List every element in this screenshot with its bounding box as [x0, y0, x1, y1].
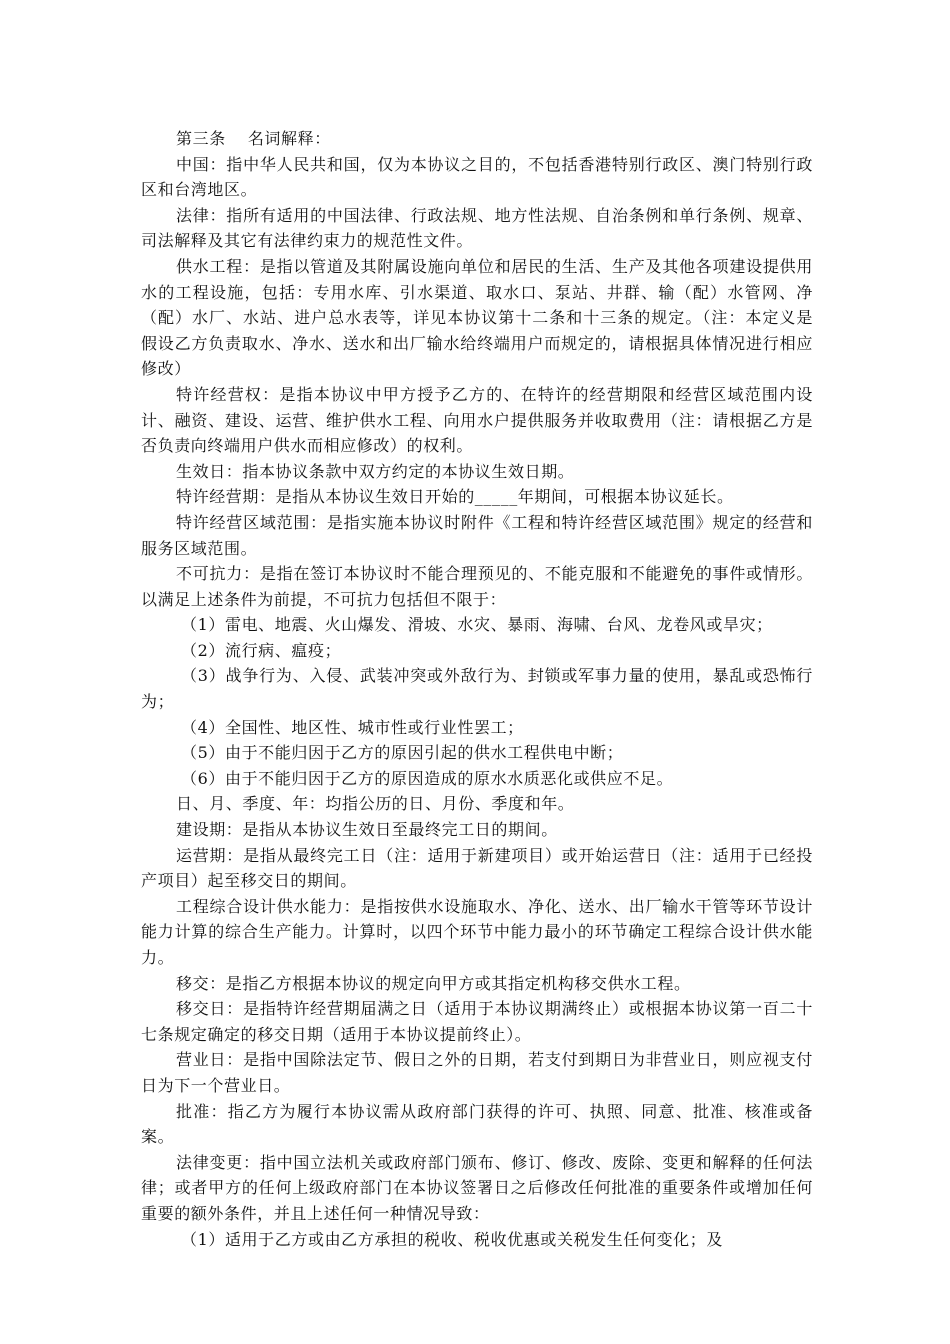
force-majeure-item: （5）由于不能归因于乙方的原因引起的供水工程供电中断； [181, 743, 624, 763]
definition-franchise-area: 特许经营区域范围：是指实施本协议时附件《工程和特许经营区域范围》规定的经营和服务区域范围。 [141, 512, 813, 558]
force-majeure-item: （3）战争行为、入侵、武装冲突或外敌行为、封锁或军事力量的使用，暴乱或恐怖行为； [141, 666, 813, 712]
definition-calendar-terms: 日、月、季度、年：均指公历的日、月份、季度和年。 [176, 794, 575, 814]
definition-transfer: 移交：是指乙方根据本协议的规定向甲方或其指定机构移交供水工程。 [176, 973, 691, 993]
definition-transfer-date: 移交日：是指特许经营期届满之日（适用于本协议期满终止）或根据本协议第一百二十七条规定确定的移交日期（适用于本协议提前终止）。 [141, 999, 813, 1044]
document-page [141, 126, 813, 1252]
definition-approval: 批准：指乙方为履行本协议需从政府部门获得的许可、执照、同意、批准、核准或备案。 [141, 1101, 813, 1147]
article-title: 名词解释： [247, 129, 331, 148]
definition-operation-period: 运营期：是指从最终完工日（注：适用于新建项目）或开始运营日（注：适用于已经投产项目）起至移交日的期间。 [141, 845, 813, 891]
definition-law: 法律：指所有适用的中国法律、行政法规、地方性法规、自治条例和单行条例、规章、司法解释及其它有法律约束力的规范性文件。 [141, 205, 813, 251]
force-majeure-item: （2）流行病、瘟疫； [181, 640, 342, 660]
definition-franchise-right: 特许经营权：是指本协议中甲方授予乙方的、在特许的经营期限和经营区域范围内设计、融资、建设、运营、维护供水工程、向用水户提供服务并收取费用（注：请根据乙方是否负责向终端用户供水而相应修改）的权利。 [141, 384, 813, 456]
force-majeure-item: （4）全国性、地区性、城市性或行业性罢工； [181, 717, 524, 737]
definition-construction-period: 建设期：是指从本协议生效日至最终完工日的期间。 [176, 820, 558, 840]
definition-business-day: 营业日：是指中国除法定节、假日之外的日期，若支付到期日为非营业日，则应视支付日为下一个营业日。 [141, 1050, 813, 1095]
definition-franchise-period: 特许经营期：是指从本协议生效日开始的_____年期间，可根据本协议延长。 [176, 487, 734, 507]
force-majeure-item: （6）由于不能归因于乙方的原因造成的原水水质恶化或供应不足。 [181, 768, 674, 788]
article-number: 第三条 [176, 129, 226, 148]
definition-force-majeure: 不可抗力：是指在签订本协议时不能合理预见的、不能克服和不能避免的事件或情形。以满足上述条件为前提，不可抗力包括但不限于： [141, 564, 813, 609]
article-heading [141, 126, 813, 152]
force-majeure-item: （1）雷电、地震、火山爆发、滑坡、水灾、暴雨、海啸、台风、龙卷风或旱灾； [181, 615, 773, 635]
definition-china: 中国：指中华人民共和国，仅为本协议之目的，不包括香港特别行政区、澳门特别行政区和台湾地区。 [141, 154, 813, 200]
definition-effective-date: 生效日：指本协议条款中双方约定的本协议生效日期。 [176, 461, 575, 481]
definition-water-supply-project: 供水工程：是指以管道及其附属设施向单位和居民的生活、生产及其他各项建设提供用水的工程设施，包括：专用水库、引水渠道、取水口、泵站、井群、输（配）水管网、净（配）水厂、水站、进户总水表等，详见本协议第十二条和十三条的规定。（注：本定义是假设乙方负责取水、净水、送水和出厂输水给终端用户而规定的，请根据具体情况进行相应修改） [141, 256, 813, 379]
definition-design-capacity: 工程综合设计供水能力：是指按供水设施取水、净化、送水、出厂输水干管等环节设计能力计算的综合生产能力。计算时，以四个环节中能力最小的环节确定工程综合设计供水能力。 [141, 896, 813, 967]
law-change-item: （1）适用于乙方或由乙方承担的税收、税收优惠或关税发生任何变化；及 [181, 1229, 723, 1249]
definition-change-in-law: 法律变更：指中国立法机关或政府部门颁布、修订、修改、废除、变更和解释的任何法律；或者甲方的任何上级政府部门在本协议签署日之后修改任何批准的重要条件或增加任何重要的额外条件，并且上述任何一种情况导致： [141, 1152, 813, 1223]
